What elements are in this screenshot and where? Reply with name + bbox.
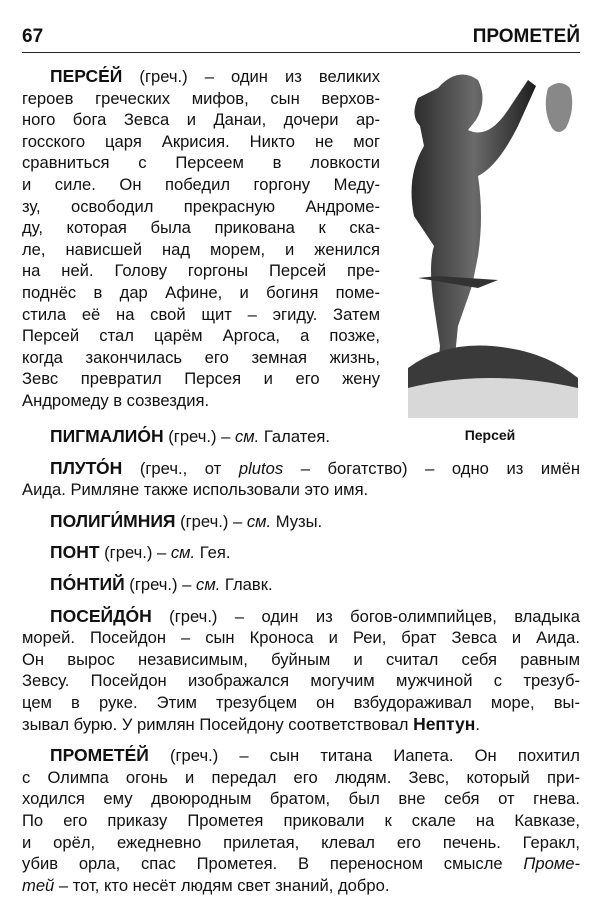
text-line (22, 426, 580, 448)
text-line (22, 649, 580, 671)
text-span: Музы. (271, 511, 323, 531)
text-span: на ней. Голову горгоны Персей пре- (22, 261, 380, 281)
text-span: героев греческих мифов, сын верхов- (22, 88, 380, 108)
text-span: и силе. Он победил горгону Меду- (22, 174, 380, 194)
text-span: (греч.) – сын титана Иапета. Он похитил (148, 746, 580, 766)
text-span: зывал бурю. У римлян Посейдону соответствовал (22, 714, 414, 734)
text-line (22, 606, 580, 628)
entry-persei (22, 66, 380, 412)
text-span: Гея. (195, 543, 231, 563)
text-line (22, 810, 580, 832)
text-span: Андромеду в созвездия. (22, 390, 210, 410)
figure-caption: Персей (464, 427, 516, 443)
text-span: . (475, 714, 480, 734)
text-line (22, 832, 580, 854)
text-span: (греч.) – (124, 574, 197, 594)
text-line (22, 627, 580, 649)
headword: ПОСЕЙДО́Н (50, 605, 152, 626)
headword: ПО́НТИЙ (50, 573, 125, 594)
text-span: цем в руке. Этим трезубцем он взбудораживал море, вы- (22, 692, 580, 712)
headword: ПОНТ (50, 542, 100, 563)
text-line (22, 88, 380, 110)
text-line (22, 217, 380, 239)
dictionary-entry (22, 511, 580, 533)
text-span: ле, нависшей над морем, и женился (22, 239, 380, 259)
headword: ПЕРСЕ́Й (50, 66, 123, 86)
text-line (22, 853, 580, 875)
text-span: ного бога Зевса и Данаи, дочери ар- (22, 110, 380, 130)
headword: ПРОМЕТЕ́Й (50, 745, 149, 766)
text-span: убив орла, спас Прометея. В переносном смысле (22, 854, 524, 874)
text-span: ду, которая была прикована к ска- (22, 218, 380, 238)
text-line (22, 875, 580, 897)
text-line (22, 390, 380, 412)
text-span: (греч., от (122, 458, 239, 478)
text-span: ходился ему двоюродным братом, был вне себя от гнева. (22, 789, 580, 809)
text-line (22, 767, 580, 789)
text-span: с Олимпа огонь и передал его людям. Зевс, который при- (22, 767, 580, 787)
text-line (22, 788, 580, 810)
text-line (22, 574, 580, 596)
perseus-statue-image (398, 58, 582, 418)
text-line (22, 152, 380, 174)
dictionary-entry (22, 574, 580, 596)
text-line (22, 325, 380, 347)
text-line (22, 66, 380, 88)
italic-text: см. (246, 511, 272, 531)
dictionary-entry (22, 606, 580, 736)
italic-text: plutos (238, 458, 284, 478)
text-span: (греч.) – (163, 427, 235, 446)
text-line (22, 692, 580, 714)
text-span: и орёл, ежедневно прилетая, клевал его печень. Геракл, (22, 832, 580, 852)
text-line (22, 131, 380, 153)
text-line (22, 511, 580, 533)
text-span: поднёс в дар Афине, и богиня поме- (22, 282, 380, 302)
text-line (22, 304, 380, 326)
text-span: Зевс превратил Персея и его жену (22, 369, 380, 389)
text-line (22, 542, 580, 564)
page-header (22, 18, 580, 53)
text-span: Аида. Римляне также использовали это имя. (22, 480, 369, 500)
text-span: Главк. (220, 574, 273, 594)
text-span: Зевсу. Посейдон изображался могучим мужчиной с трезуб- (22, 671, 580, 691)
text-span: (греч.) – один из богов-олимпийцев, владыка (151, 606, 580, 626)
dictionary-entry (22, 426, 580, 448)
text-span: стила её на свой щит – эгиду. Затем (22, 304, 380, 324)
entries-list (22, 426, 580, 906)
text-span: – тот, кто несёт людям свет знаний, добро. (54, 875, 390, 895)
italic-text: см. (170, 543, 196, 563)
text-span: сравниться с Персеем в ловкости (22, 153, 380, 173)
text-span: зу, освободил прекрасную Андроме- (22, 196, 380, 216)
text-span: когда закончилась его земная жизнь, (22, 347, 380, 367)
italic-text: см. (196, 574, 221, 594)
text-line (22, 479, 580, 501)
text-line (22, 109, 380, 131)
text-span: Нептун (413, 713, 476, 734)
italic-text: Проме- (523, 854, 580, 874)
text-line (22, 282, 380, 304)
dictionary-entry (22, 458, 580, 501)
text-span: Он вырос независимым, буйным и считал себя равным (22, 649, 580, 669)
text-line (22, 196, 380, 218)
headword: ПИГМАЛИО́Н (50, 426, 164, 446)
text-line (22, 745, 580, 767)
text-line (22, 347, 380, 369)
text-line (22, 239, 380, 261)
text-span: морей. Посейдон – сын Кроноса и Реи, брат Зевса и Аида. (22, 628, 580, 648)
text-line (22, 260, 380, 282)
italic-text: тей (22, 875, 55, 895)
text-span: Персей стал царём Аргоса, а позже, (22, 326, 380, 346)
text-line (22, 368, 380, 390)
text-span: (греч.) – (99, 543, 171, 563)
page-number: 67 (22, 26, 44, 47)
headword: ПОЛИГИ́МНИЯ (50, 510, 176, 531)
text-line (22, 670, 580, 692)
text-span: (греч.) – один из великих (122, 67, 380, 86)
text-line (22, 714, 580, 736)
text-span: (греч.) – (175, 511, 247, 531)
text-line (22, 174, 380, 196)
headword: ПЛУТО́Н (50, 457, 123, 478)
text-line (22, 458, 580, 480)
text-span: госского царя Акрисия. Никто не мог (22, 131, 380, 151)
text-span: Галатея. (259, 427, 330, 446)
running-title: ПРОМЕТЕЙ (472, 26, 580, 47)
text-span: По его приказу Прометея приковали к скале на Кавказе, (22, 810, 580, 830)
text-span: – богатство) – одно из имён (283, 458, 580, 478)
italic-text: см. (234, 427, 260, 446)
dictionary-entry (22, 542, 580, 564)
dictionary-entry (22, 745, 580, 896)
